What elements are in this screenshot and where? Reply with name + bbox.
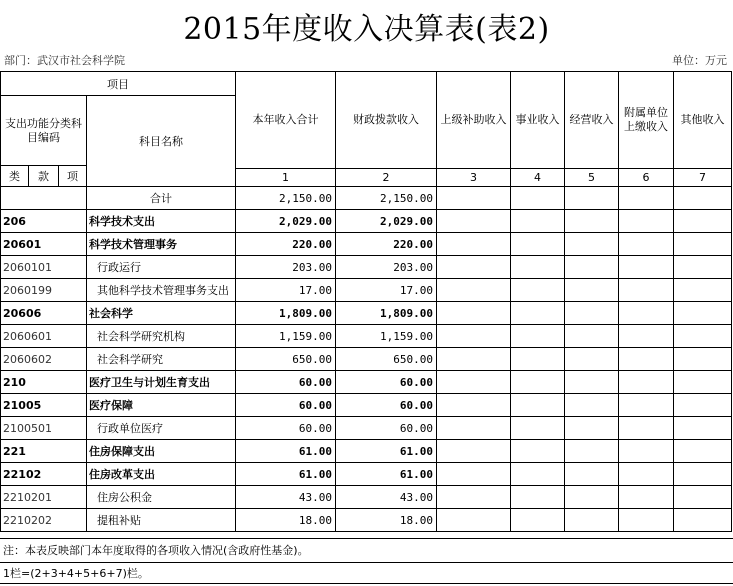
col-num-5: 5 (565, 169, 619, 187)
row-business (511, 279, 565, 302)
row-code: 221 (1, 440, 87, 463)
table-row (1, 417, 732, 440)
row-code: 206 (1, 210, 87, 233)
row-total-income: 60.00 (236, 394, 336, 417)
row-total-income: 43.00 (236, 486, 336, 509)
row-fiscal-income: 1,159.00 (336, 325, 437, 348)
row-subject-name: 社会科学 (87, 302, 236, 325)
row-affiliated (619, 325, 674, 348)
col-num-3: 3 (437, 169, 511, 187)
row-other (674, 279, 732, 302)
row-business (511, 486, 565, 509)
row-operating (565, 325, 619, 348)
row-affiliated (619, 348, 674, 371)
row-other (674, 233, 732, 256)
total-operating-value (565, 187, 619, 210)
header-subject-name: 科目名称 (87, 96, 236, 187)
row-superior (437, 210, 511, 233)
total-income-value: 2,150.00 (236, 187, 336, 210)
table-row (1, 348, 732, 371)
row-affiliated (619, 256, 674, 279)
row-business (511, 210, 565, 233)
row-total-income: 60.00 (236, 417, 336, 440)
note-line-2: 1栏=(2+3+4+5+6+7)栏。 (0, 562, 733, 584)
row-superior (437, 302, 511, 325)
row-code: 2060601 (1, 325, 87, 348)
row-affiliated (619, 210, 674, 233)
header-business: 事业收入 (511, 72, 565, 169)
header-xiang: 项 (59, 166, 87, 187)
row-total-income: 61.00 (236, 440, 336, 463)
row-code: 2210201 (1, 486, 87, 509)
row-fiscal-income: 650.00 (336, 348, 437, 371)
row-code: 22102 (1, 463, 87, 486)
row-operating (565, 509, 619, 532)
header-func-code: 支出功能分类科目编码 (1, 96, 87, 166)
col-num-2: 2 (336, 169, 437, 187)
row-total-income: 2,029.00 (236, 210, 336, 233)
row-fiscal-income: 60.00 (336, 417, 437, 440)
row-business (511, 256, 565, 279)
row-code: 20606 (1, 302, 87, 325)
row-subject-name: 住房保障支出 (87, 440, 236, 463)
total-other-value (674, 187, 732, 210)
row-operating (565, 417, 619, 440)
row-total-income: 1,159.00 (236, 325, 336, 348)
row-fiscal-income: 1,809.00 (336, 302, 437, 325)
table-row (1, 509, 732, 532)
header-superior: 上级补助收入 (437, 72, 511, 169)
header-other: 其他收入 (674, 72, 732, 169)
row-subject-name: 提租补贴 (87, 509, 236, 532)
row-code: 21005 (1, 394, 87, 417)
row-superior (437, 279, 511, 302)
row-affiliated (619, 440, 674, 463)
row-fiscal-income: 18.00 (336, 509, 437, 532)
row-business (511, 348, 565, 371)
row-superior (437, 440, 511, 463)
table-row (1, 210, 732, 233)
total-fiscal-value: 2,150.00 (336, 187, 437, 210)
row-subject-name: 医疗卫生与计划生育支出 (87, 371, 236, 394)
row-business (511, 440, 565, 463)
row-other (674, 371, 732, 394)
row-other (674, 509, 732, 532)
header-lei: 类 (1, 166, 29, 187)
row-total-income: 60.00 (236, 371, 336, 394)
row-fiscal-income: 203.00 (336, 256, 437, 279)
income-table (0, 71, 732, 532)
row-fiscal-income: 17.00 (336, 279, 437, 302)
table-row (1, 440, 732, 463)
col-num-4: 4 (511, 169, 565, 187)
row-subject-name: 医疗保障 (87, 394, 236, 417)
row-superior (437, 509, 511, 532)
row-superior (437, 348, 511, 371)
row-superior (437, 486, 511, 509)
row-affiliated (619, 233, 674, 256)
row-other (674, 417, 732, 440)
row-fiscal-income: 2,029.00 (336, 210, 437, 233)
row-operating (565, 440, 619, 463)
row-affiliated (619, 279, 674, 302)
row-affiliated (619, 463, 674, 486)
row-superior (437, 417, 511, 440)
table-row (1, 302, 732, 325)
header-project: 项目 (1, 72, 236, 96)
row-subject-name: 科学技术支出 (87, 210, 236, 233)
table-row (1, 325, 732, 348)
row-other (674, 256, 732, 279)
header-fiscal: 财政拨款收入 (336, 72, 437, 169)
row-other (674, 394, 732, 417)
row-subject-name: 住房改革支出 (87, 463, 236, 486)
row-subject-name: 行政运行 (87, 256, 236, 279)
row-business (511, 371, 565, 394)
row-total-income: 17.00 (236, 279, 336, 302)
total-row (1, 187, 732, 210)
row-operating (565, 256, 619, 279)
row-affiliated (619, 302, 674, 325)
row-superior (437, 371, 511, 394)
row-business (511, 233, 565, 256)
row-other (674, 463, 732, 486)
row-total-income: 18.00 (236, 509, 336, 532)
header-affiliated: 附属单位上缴收入 (619, 72, 674, 169)
row-subject-name: 其他科学技术管理事务支出 (87, 279, 236, 302)
row-fiscal-income: 220.00 (336, 233, 437, 256)
row-code: 2210202 (1, 509, 87, 532)
row-operating (565, 348, 619, 371)
row-operating (565, 233, 619, 256)
row-operating (565, 302, 619, 325)
row-superior (437, 256, 511, 279)
header-row-1 (1, 72, 732, 96)
row-business (511, 394, 565, 417)
row-affiliated (619, 371, 674, 394)
row-subject-name: 社会科学研究机构 (87, 325, 236, 348)
table-row (1, 256, 732, 279)
table-row (1, 394, 732, 417)
col-num-6: 6 (619, 169, 674, 187)
total-business-value (511, 187, 565, 210)
row-total-income: 650.00 (236, 348, 336, 371)
col-num-7: 7 (674, 169, 732, 187)
table-row (1, 233, 732, 256)
row-fiscal-income: 61.00 (336, 463, 437, 486)
row-operating (565, 279, 619, 302)
row-operating (565, 486, 619, 509)
row-code: 2060101 (1, 256, 87, 279)
note-line-1: 注：本表反映部门本年度取得的各项收入情况(含政府性基金)。 (0, 538, 733, 562)
row-code: 210 (1, 371, 87, 394)
row-total-income: 1,809.00 (236, 302, 336, 325)
header-operating: 经营收入 (565, 72, 619, 169)
row-operating (565, 463, 619, 486)
page-title: 2015年度收入决算表(表2) (183, 12, 550, 47)
table-row (1, 279, 732, 302)
row-fiscal-income: 61.00 (336, 440, 437, 463)
header-total-income: 本年收入合计 (236, 72, 336, 169)
row-superior (437, 233, 511, 256)
row-fiscal-income: 43.00 (336, 486, 437, 509)
row-code: 2060602 (1, 348, 87, 371)
col-num-1: 1 (236, 169, 336, 187)
row-other (674, 440, 732, 463)
row-code: 20601 (1, 233, 87, 256)
unit-label: 单位：万元 (672, 54, 727, 67)
row-subject-name: 行政单位医疗 (87, 417, 236, 440)
row-superior (437, 325, 511, 348)
row-subject-name: 科学技术管理事务 (87, 233, 236, 256)
row-operating (565, 394, 619, 417)
row-total-income: 203.00 (236, 256, 336, 279)
total-affiliated-value (619, 187, 674, 210)
row-other (674, 325, 732, 348)
row-other (674, 302, 732, 325)
total-superior-value (437, 187, 511, 210)
total-code-empty (1, 187, 87, 210)
row-affiliated (619, 394, 674, 417)
row-fiscal-income: 60.00 (336, 394, 437, 417)
row-code: 2100501 (1, 417, 87, 440)
department-label: 部门：武汉市社会科学院 (4, 54, 125, 67)
row-total-income: 61.00 (236, 463, 336, 486)
row-affiliated (619, 509, 674, 532)
row-business (511, 417, 565, 440)
row-superior (437, 463, 511, 486)
row-business (511, 325, 565, 348)
table-row (1, 371, 732, 394)
table-row (1, 463, 732, 486)
row-code: 2060199 (1, 279, 87, 302)
row-business (511, 302, 565, 325)
table-row (1, 486, 732, 509)
row-business (511, 463, 565, 486)
row-subject-name: 住房公积金 (87, 486, 236, 509)
row-other (674, 486, 732, 509)
row-total-income: 220.00 (236, 233, 336, 256)
row-affiliated (619, 486, 674, 509)
row-affiliated (619, 417, 674, 440)
row-business (511, 509, 565, 532)
row-other (674, 210, 732, 233)
row-operating (565, 371, 619, 394)
header-kuan: 款 (29, 166, 59, 187)
row-operating (565, 210, 619, 233)
row-superior (437, 394, 511, 417)
row-other (674, 348, 732, 371)
row-subject-name: 社会科学研究 (87, 348, 236, 371)
total-label: 合计 (87, 187, 236, 210)
row-fiscal-income: 60.00 (336, 371, 437, 394)
